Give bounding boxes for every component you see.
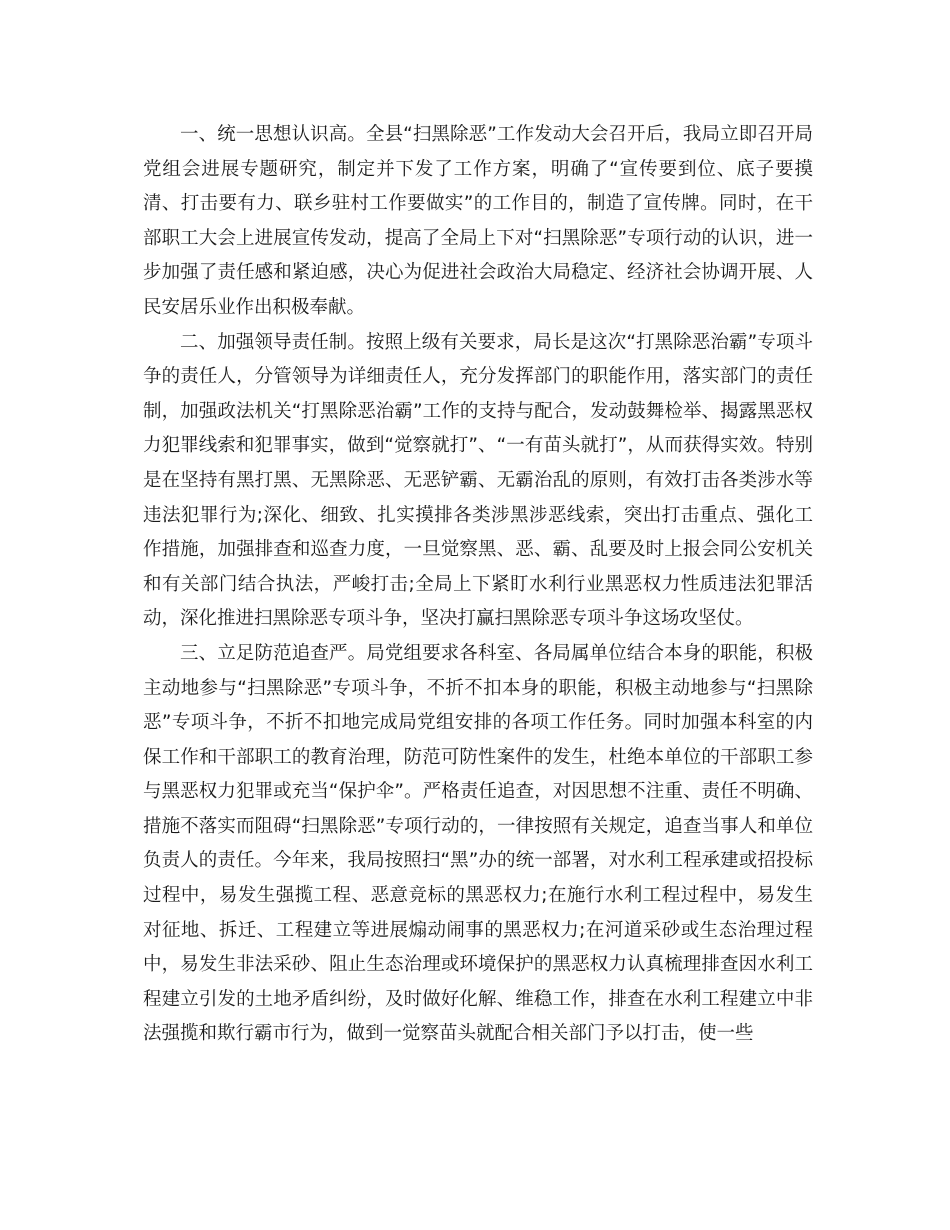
paragraph-3: 三、立足防范追查严。局党组要求各科室、各局属单位结合本身的职能，积极主动地参与“扫黑除恶”专项斗争，不折不扣本身的职能，积极主动地参与“扫黑除恶”专项斗争，不折不扣地完成局党组安排的各项工作任务。同时加强本科室的内保工作和干部职工的教育治理，防范可防性案件的发生，杜绝本单位的干部职工参与黑恶权力犯罪或充当“保护伞”。严格责任追查，对因思想不注重、责任不明确、措施不落实而阻碍“扫黑除恶”专项行动的，一律按照有关规定，追查当事人和单位负责人的责任。今年来，我局按照扫“黑”办的统一部署，对水利工程承建或招投标过程中，易发生强揽工程、恶意竞标的黑恶权力;在施行水利工程过程中，易发生对征地、拆迁、工程建立等进展煽动闹事的黑恶权力;在河道采砂或生态治理过程中，易发生非法采砂、阻止生态治理或环境保护的黑恶权力认真梳理排查因水利工程建立引发的土地矛盾纠纷，及时做好化解、维稳工作，排查在水利工程建立中非法强揽和欺行霸市行为，做到一觉察苗头就配合相关部门予以打击，使一些 xyxy=(143,642,813,1045)
paragraph-2: 二、加强领导责任制。按照上级有关要求，局长是这次“打黑除恶治霸”专项斗争的责任人，分管领导为详细责任人，充分发挥部门的职能作用，落实部门的责任制，加强政法机关“打黑除恶治霸”工作的支持与配合，发动鼓舞检举、揭露黑恶权力犯罪线索和犯罪事实，做到“觉察就打”、“一有苗头就打”，从而获得实效。特别是在坚持有黑打黑、无黑除恶、无恶铲霸、无霸治乱的原则，有效打击各类涉水等违法犯罪行为;深化、细致、扎实摸排各类涉黑涉恶线索，突出打击重点、强化工作措施，加强排查和巡查力度，一旦觉察黑、恶、霸、乱要及时上报会同公安机关和有关部门结合执法，严峻打击;全局上下紧盯水利行业黑恶权力性质违法犯罪活动，深化推进扫黑除恶专项斗争，坚决打赢扫黑除恶专项斗争这场攻坚仗。 xyxy=(143,331,813,630)
paragraph-1: 一、统一思想认识高。全县“扫黑除恶”工作发动大会召开后，我局立即召开局党组会进展专题研究，制定并下发了工作方案，明确了“宣传要到位、底子要摸清、打击要有力、联乡驻村工作要做实”的工作目的，制造了宣传牌。同时，在干部职工大会上进展宣传发动，提高了全局上下对“扫黑除恶”专项行动的认识，进一步加强了责任感和紧迫感，决心为促进社会政治大局稳定、经济社会协调开展、人民安居乐业作出积极奉献。 xyxy=(143,124,813,318)
document-body xyxy=(143,118,813,1052)
